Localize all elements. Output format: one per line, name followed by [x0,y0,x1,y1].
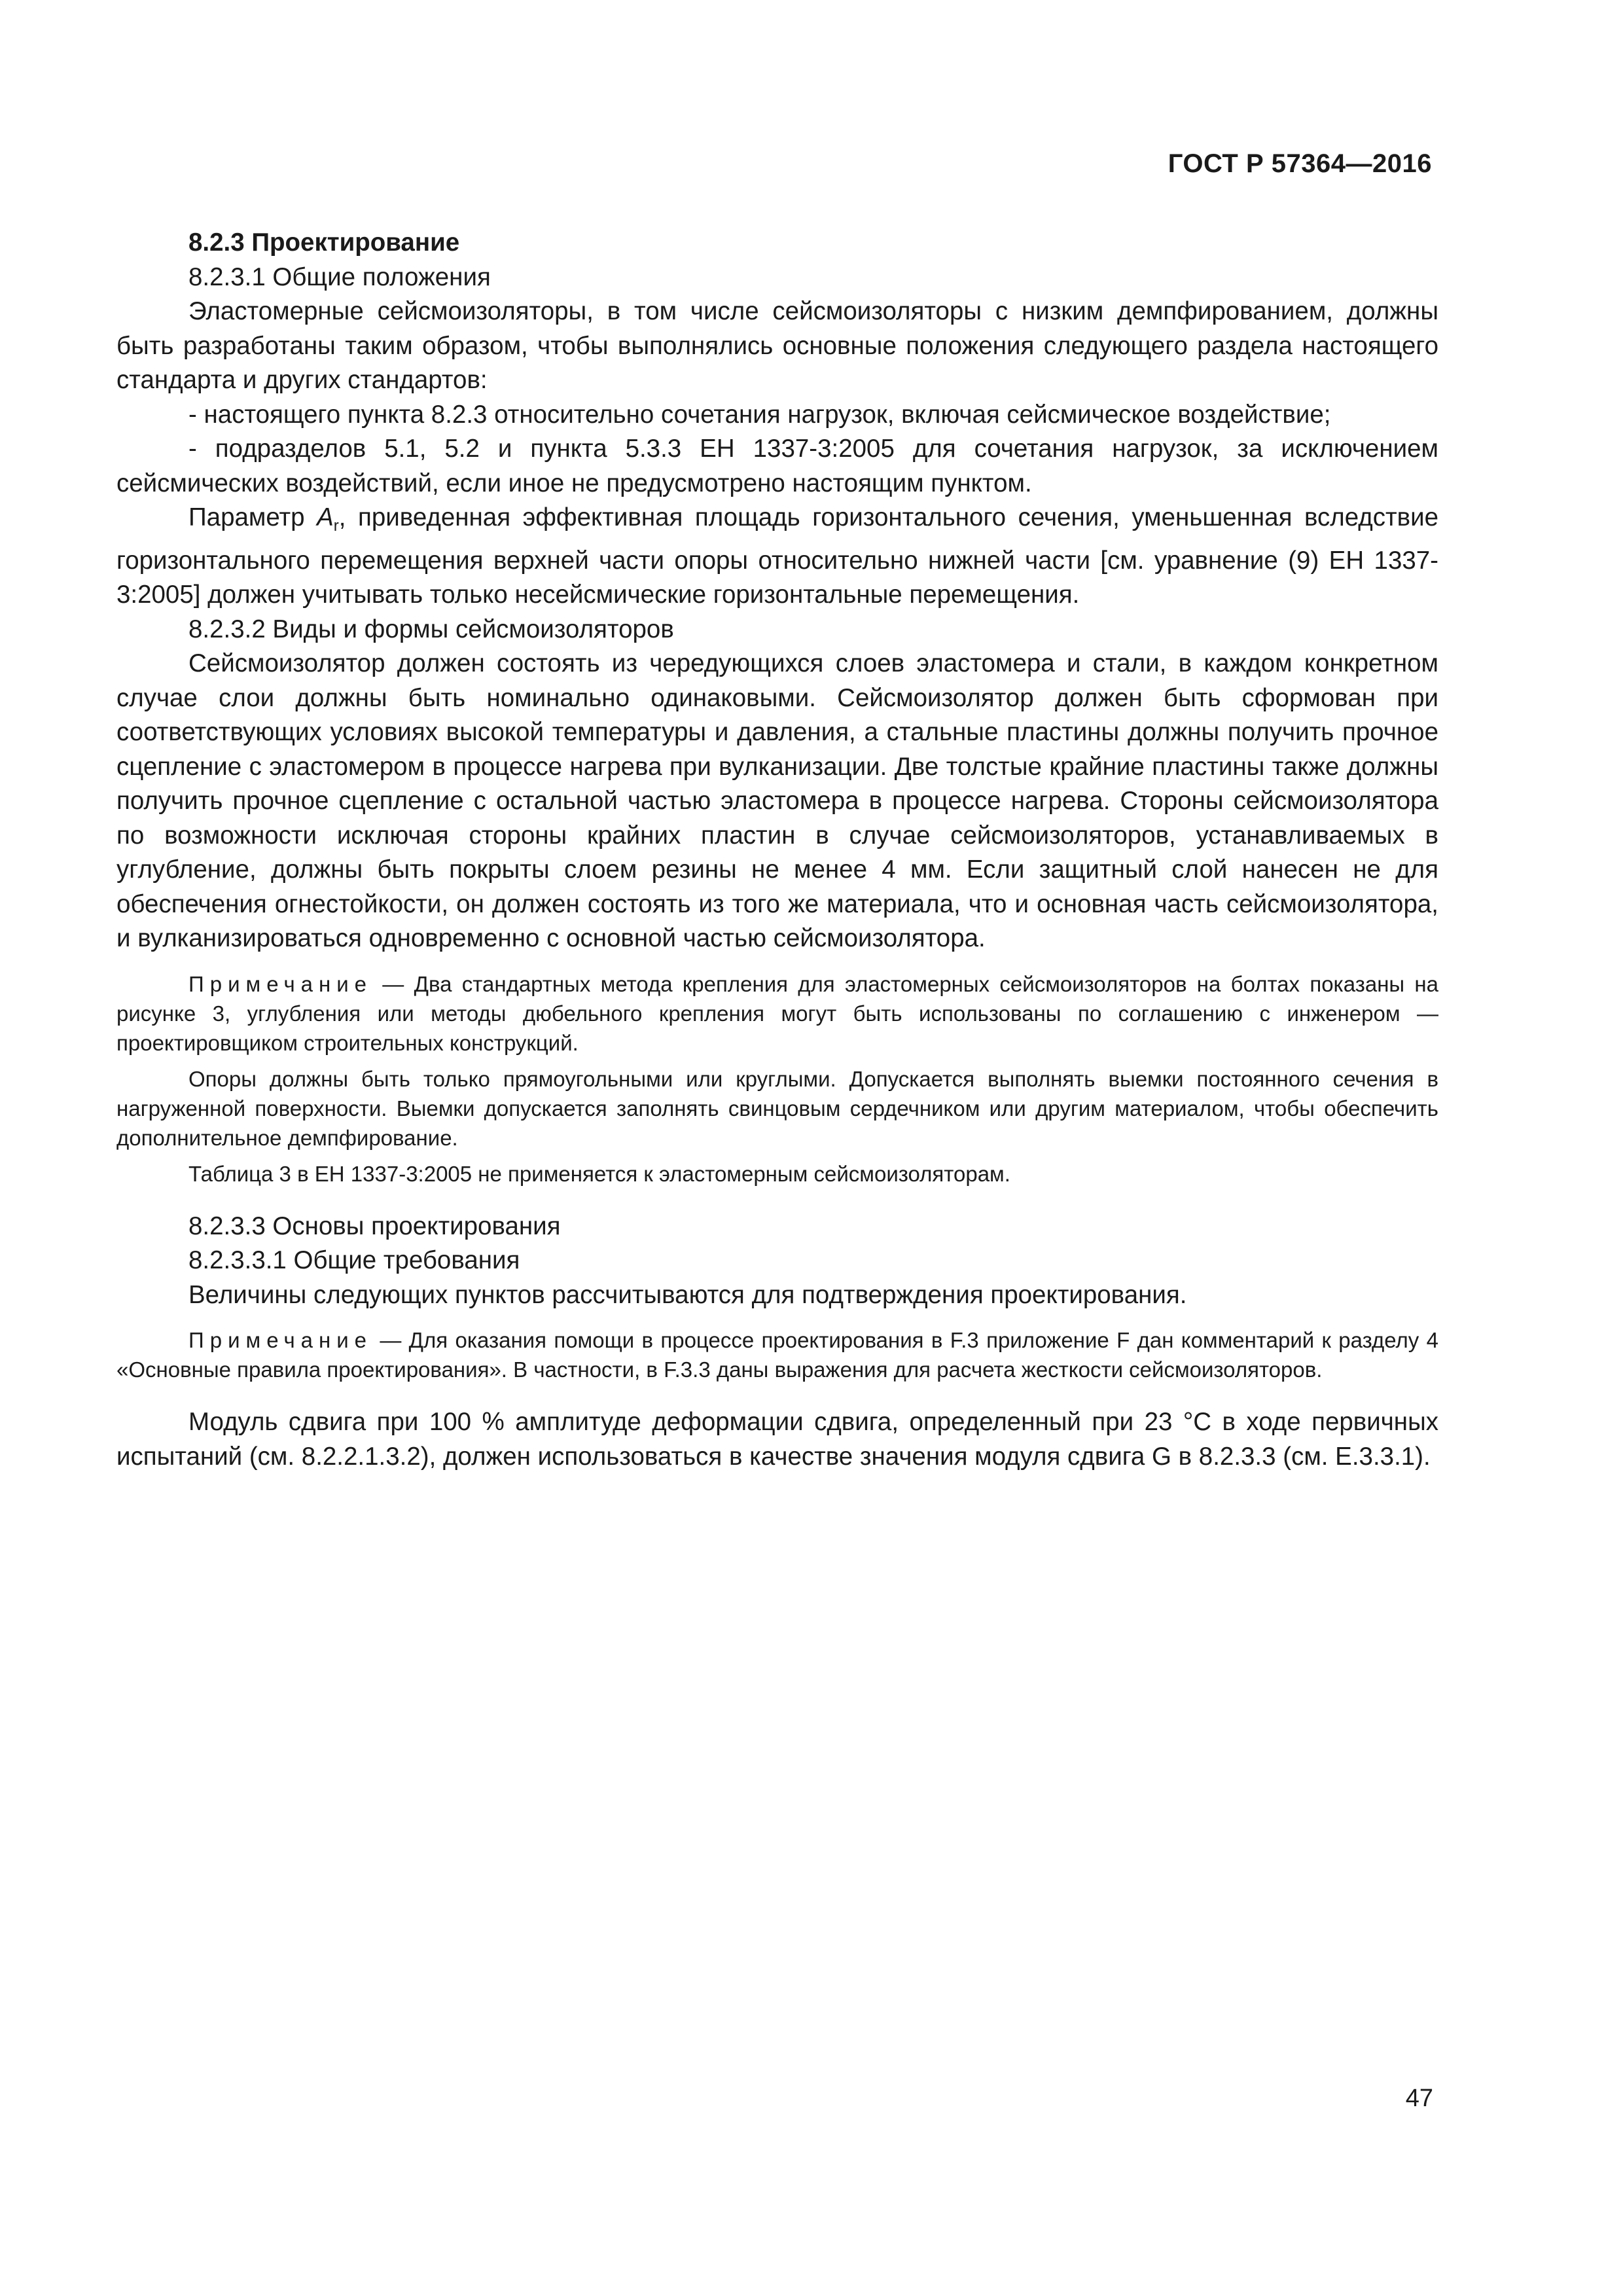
parameter-description: , приведенная эффективная площадь горизонтального сечения, уменьшенная вследствие горизонтального перемещения верхней части опоры относительно нижней части [см. уравнение (9) ЕН 1337-3:2005] должен учитывать только несейсмические горизонтальные перемещения. [116,503,1438,609]
note-design-assistance [116,1325,1438,1384]
section-heading: 8.2.3 Проектирование [188,228,460,257]
subsection-title-general: 8.2.3.1 Общие положения [188,262,491,291]
paragraph-parameter-ar [116,501,1438,613]
paragraph-shear-modulus: Модуль сдвига при 100 % амплитуде деформации сдвига, определенный при 23 °С в ходе первичных испытаний (см. 8.2.2.1.3.2), должен использоваться в качестве значения модуля сдвига G в 8.2.3.3 (см. Е.3.3.1). [116,1408,1438,1471]
note-text: — Два стандартных метода крепления для эластомерных сейсмоизоляторов на болтах показаны на рисунке 3, углубления или методы дюбельного крепления могут быть использованы по соглашению с инженером — проектировщиком строительных конструкций. [116,971,1438,1055]
parameter-prefix: Параметр [188,503,317,531]
note-text: — Для оказания помощи в процессе проектирования в F.3 приложение F дан комментарий к разделу 4 «Основные правила проектирования». В частности, в F.3.3 даны выражения для расчета жесткости сейсмоизоляторов. [116,1328,1438,1382]
note-fastening-methods [116,969,1438,1058]
page-number: 47 [1405,2085,1433,2112]
subsection-title-design-basis: 8.2.3.3 Основы проектирования [188,1211,561,1240]
paragraph-bearing-composition: Сейсмоизолятор должен состоять из чередующихся слоев эластомера и стали, в каждом конкретном случае слои должны быть номинально одинаковыми. Сейсмоизолятор должен быть сформован при соответствующих условиях высокой температуры и давления, а стальные пластины должны получить прочное сцепление с эластомером в процессе нагрева при вулканизации. Две толстые крайние пластины также должны получить прочное сцепление с остальной частью эластомера в процессе нагрева. Стороны сейсмоизолятора по возможности исключая стороны крайних пластин в случае сейсмоизоляторов, устанавливаемых в углубление, должны быть покрыты слоем резины не менее 4 мм. Если защитный слой нанесен не для обеспечения огнестойкости, он должен состоять из того же материала, что и основная часть сейсмоизолятора, и вулканизироваться одновременно с основной частью сейсмоизолятора. [116,649,1438,952]
parameter-subscript: r [333,517,339,535]
subsection-title-general-requirements: 8.2.3.3.1 Общие требования [188,1246,520,1274]
paragraph-elastomeric-bearings: Эластомерные сейсмоизоляторы, в том числе сейсмоизоляторы с низким демпфированием, должны быть разработаны таким образом, чтобы выполнялись основные положения следующего раздела настоящего стандарта и других стандартов: [116,297,1438,394]
note-table-reference: Таблица 3 в ЕН 1337-3:2005 не применяется к эластомерным сейсмоизоляторам. [188,1161,1010,1186]
subsection-title-types: 8.2.3.2 Виды и формы сейсмоизоляторов [188,615,674,643]
paragraph-calculated-values: Величины следующих пунктов рассчитываются для подтверждения проектирования. [188,1280,1187,1309]
document-body [116,226,1438,1474]
parameter-symbol: A [317,503,334,531]
note-bearing-shape: Опоры должны быть только прямоугольными или круглыми. Допускается выполнять выемки постоянного сечения в нагруженной поверхности. Выемки допускается заполнять свинцовым сердечником или другим материалом, чтобы обеспечить дополнительное демпфирование. [116,1066,1438,1150]
list-item-load-combination: - настоящего пункта 8.2.3 относительно сочетания нагрузок, включая сейсмическое воздействие; [188,400,1331,429]
list-item-subsections: - подразделов 5.1, 5.2 и пункта 5.3.3 ЕН 1337-3:2005 для сочетания нагрузок, за исключением сейсмических воздействий, если иное не предусмотрено настоящим пунктом. [116,435,1438,497]
standard-code: ГОСТ Р 57364—2016 [1168,149,1432,178]
note-label: Примечание [188,971,373,996]
note-label: Примечание [188,1328,373,1352]
